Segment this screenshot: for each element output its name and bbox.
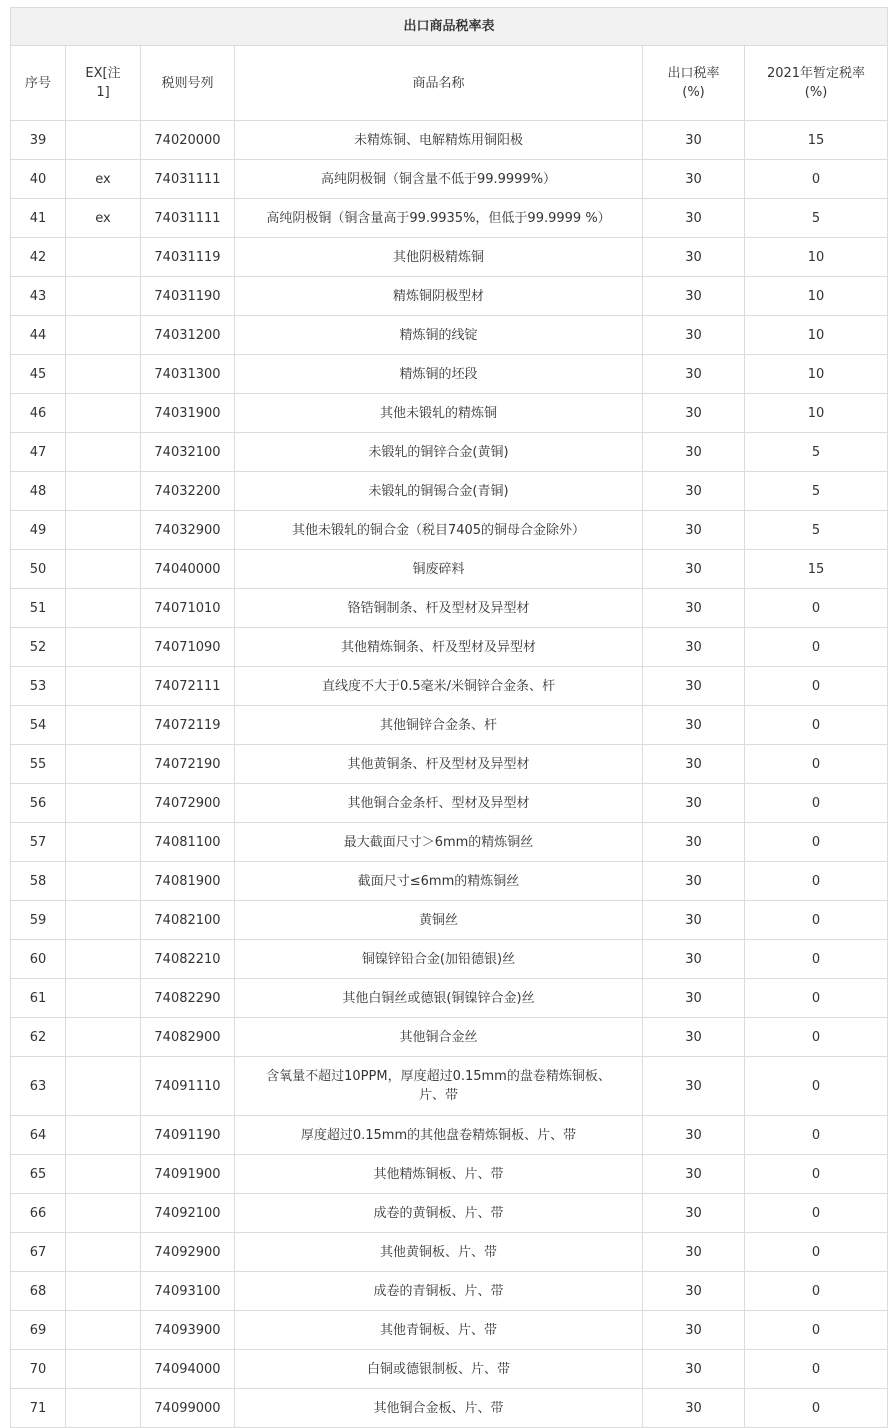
seq-cell: 44 [11,316,66,355]
header-provisional-rate: 2021年暂定税率(%) [745,46,888,121]
export-rate-cell: 30 [643,979,745,1018]
ex-cell [66,1233,141,1272]
tariff-table-container [10,7,887,1428]
seq-cell: 66 [11,1194,66,1233]
seq-cell: 41 [11,199,66,238]
table-row [11,238,888,277]
tariff-table [10,7,888,1428]
export-rate-cell: 30 [643,1233,745,1272]
seq-cell: 54 [11,706,66,745]
provisional-rate-cell: 15 [745,121,888,160]
provisional-rate-cell: 0 [745,628,888,667]
tariff-code-cell: 74091900 [141,1155,235,1194]
ex-cell [66,901,141,940]
ex-cell [66,1155,141,1194]
tariff-code-cell: 74082100 [141,901,235,940]
export-rate-cell: 30 [643,1116,745,1155]
provisional-rate-cell: 0 [745,784,888,823]
ex-cell [66,706,141,745]
seq-cell: 56 [11,784,66,823]
ex-cell [66,433,141,472]
seq-cell: 53 [11,667,66,706]
table-row [11,394,888,433]
ex-cell [66,1018,141,1057]
product-name-cell: 其他铜锌合金条、杆 [235,706,643,745]
ex-cell [66,589,141,628]
product-name-cell: 精炼铜阴极型材 [235,277,643,316]
ex-cell [66,355,141,394]
product-name-cell: 其他精炼铜板、片、带 [235,1155,643,1194]
table-row [11,823,888,862]
product-name-cell: 精炼铜的坯段 [235,355,643,394]
provisional-rate-cell: 5 [745,199,888,238]
product-name-cell: 成卷的青铜板、片、带 [235,1272,643,1311]
table-row [11,1194,888,1233]
ex-cell [66,940,141,979]
ex-cell [66,628,141,667]
export-rate-cell: 30 [643,316,745,355]
table-row [11,1233,888,1272]
export-rate-cell: 30 [643,1194,745,1233]
export-rate-cell: 30 [643,238,745,277]
ex-cell [66,238,141,277]
ex-cell [66,1350,141,1389]
product-name-cell: 铜镍锌铅合金(加铅德银)丝 [235,940,643,979]
table-row [11,355,888,394]
product-name-cell: 其他白铜丝或德银(铜镍锌合金)丝 [235,979,643,1018]
provisional-rate-cell: 0 [745,1018,888,1057]
tariff-code-cell: 74031300 [141,355,235,394]
product-name-cell: 白铜或德银制板、片、带 [235,1350,643,1389]
provisional-rate-cell: 10 [745,394,888,433]
seq-cell: 49 [11,511,66,550]
header-product-name: 商品名称 [235,46,643,121]
provisional-rate-cell: 5 [745,472,888,511]
export-rate-cell: 30 [643,511,745,550]
seq-cell: 61 [11,979,66,1018]
tariff-code-cell: 74032100 [141,433,235,472]
table-row [11,1350,888,1389]
product-name-cell: 其他阴极精炼铜 [235,238,643,277]
seq-cell: 46 [11,394,66,433]
tariff-code-cell: 74032900 [141,511,235,550]
table-row [11,667,888,706]
product-name-cell: 直线度不大于0.5毫米/米铜锌合金条、杆 [235,667,643,706]
product-name-cell: 黄铜丝 [235,901,643,940]
ex-cell [66,1194,141,1233]
table-row [11,1155,888,1194]
export-rate-cell: 30 [643,472,745,511]
table-row [11,784,888,823]
tariff-code-cell: 74071010 [141,589,235,628]
table-row [11,511,888,550]
export-rate-cell: 30 [643,667,745,706]
provisional-rate-cell: 0 [745,1272,888,1311]
tariff-code-cell: 74032200 [141,472,235,511]
product-name-cell: 其他青铜板、片、带 [235,1311,643,1350]
provisional-rate-cell: 15 [745,550,888,589]
ex-cell [66,1389,141,1428]
provisional-rate-cell: 0 [745,1389,888,1428]
product-name-cell: 精炼铜的线锭 [235,316,643,355]
ex-cell [66,121,141,160]
export-rate-cell: 30 [643,121,745,160]
tariff-code-cell: 74092900 [141,1233,235,1272]
export-rate-cell: 30 [643,550,745,589]
seq-cell: 68 [11,1272,66,1311]
tariff-code-cell: 74031111 [141,199,235,238]
table-title-row [11,8,888,46]
table-row [11,901,888,940]
ex-cell: ex [66,160,141,199]
product-name-cell: 最大截面尺寸＞6mm的精炼铜丝 [235,823,643,862]
provisional-rate-cell: 0 [745,1194,888,1233]
tariff-code-cell: 74071090 [141,628,235,667]
product-name-cell: 含氧量不超过10PPM，厚度超过0.15mm的盘卷精炼铜板、片、带 [235,1057,643,1116]
export-rate-cell: 30 [643,784,745,823]
seq-cell: 51 [11,589,66,628]
table-row [11,199,888,238]
product-name-cell: 厚度超过0.15mm的其他盘卷精炼铜板、片、带 [235,1116,643,1155]
product-name-cell: 其他精炼铜条、杆及型材及异型材 [235,628,643,667]
table-row [11,1272,888,1311]
table-row [11,940,888,979]
seq-cell: 47 [11,433,66,472]
product-name-cell: 未精炼铜、电解精炼用铜阳极 [235,121,643,160]
product-name-cell: 未锻轧的铜锌合金(黄铜) [235,433,643,472]
seq-cell: 70 [11,1350,66,1389]
table-header-row [11,46,888,121]
product-name-cell: 铜废碎料 [235,550,643,589]
table-row [11,862,888,901]
table-row [11,277,888,316]
product-name-cell: 其他黄铜条、杆及型材及异型材 [235,745,643,784]
table-row [11,1116,888,1155]
tariff-code-cell: 74072111 [141,667,235,706]
tariff-code-cell: 74031190 [141,277,235,316]
tariff-code-cell: 74031900 [141,394,235,433]
tariff-code-cell: 74094000 [141,1350,235,1389]
ex-cell [66,1311,141,1350]
provisional-rate-cell: 0 [745,1233,888,1272]
provisional-rate-cell: 5 [745,433,888,472]
provisional-rate-cell: 0 [745,901,888,940]
export-rate-cell: 30 [643,1018,745,1057]
header-export-rate: 出口税率(%) [643,46,745,121]
tariff-code-cell: 74082900 [141,1018,235,1057]
seq-cell: 39 [11,121,66,160]
ex-cell [66,550,141,589]
export-rate-cell: 30 [643,1057,745,1116]
seq-cell: 45 [11,355,66,394]
seq-cell: 64 [11,1116,66,1155]
export-rate-cell: 30 [643,355,745,394]
provisional-rate-cell: 10 [745,316,888,355]
export-rate-cell: 30 [643,862,745,901]
product-name-cell: 其他黄铜板、片、带 [235,1233,643,1272]
product-name-cell: 其他铜合金丝 [235,1018,643,1057]
export-rate-cell: 30 [643,394,745,433]
seq-cell: 52 [11,628,66,667]
seq-cell: 59 [11,901,66,940]
provisional-rate-cell: 0 [745,823,888,862]
provisional-rate-cell: 10 [745,238,888,277]
provisional-rate-cell: 0 [745,940,888,979]
tariff-code-cell: 74072119 [141,706,235,745]
provisional-rate-cell: 0 [745,160,888,199]
provisional-rate-cell: 0 [745,745,888,784]
export-rate-cell: 30 [643,628,745,667]
table-row [11,433,888,472]
ex-cell [66,316,141,355]
provisional-rate-cell: 0 [745,862,888,901]
table-row [11,550,888,589]
export-rate-cell: 30 [643,199,745,238]
tariff-code-cell: 74031200 [141,316,235,355]
tariff-code-cell: 74092100 [141,1194,235,1233]
table-row [11,1057,888,1116]
ex-cell [66,1272,141,1311]
tariff-code-cell: 74031119 [141,238,235,277]
seq-cell: 62 [11,1018,66,1057]
tariff-code-cell: 74099000 [141,1389,235,1428]
table-row [11,628,888,667]
seq-cell: 48 [11,472,66,511]
product-name-cell: 其他未锻轧的精炼铜 [235,394,643,433]
table-row [11,160,888,199]
seq-cell: 57 [11,823,66,862]
tariff-code-cell: 74091190 [141,1116,235,1155]
tariff-code-cell: 74082290 [141,979,235,1018]
ex-cell [66,823,141,862]
provisional-rate-cell: 0 [745,1155,888,1194]
table-row [11,472,888,511]
export-rate-cell: 30 [643,940,745,979]
export-rate-cell: 30 [643,589,745,628]
ex-cell [66,277,141,316]
product-name-cell: 高纯阴极铜（铜含量高于99.9935%，但低于99.9999 %） [235,199,643,238]
seq-cell: 69 [11,1311,66,1350]
table-row [11,589,888,628]
ex-cell: ex [66,199,141,238]
table-row [11,706,888,745]
product-name-cell: 截面尺寸≤6mm的精炼铜丝 [235,862,643,901]
ex-cell [66,1116,141,1155]
product-name-cell: 其他铜合金板、片、带 [235,1389,643,1428]
export-rate-cell: 30 [643,823,745,862]
provisional-rate-cell: 0 [745,589,888,628]
product-name-cell: 成卷的黄铜板、片、带 [235,1194,643,1233]
header-seq: 序号 [11,46,66,121]
ex-cell [66,472,141,511]
seq-cell: 40 [11,160,66,199]
ex-cell [66,511,141,550]
export-rate-cell: 30 [643,1311,745,1350]
export-rate-cell: 30 [643,1350,745,1389]
header-ex: EX[注1] [66,46,141,121]
provisional-rate-cell: 0 [745,706,888,745]
provisional-rate-cell: 0 [745,979,888,1018]
export-rate-cell: 30 [643,745,745,784]
table-row [11,979,888,1018]
export-rate-cell: 30 [643,277,745,316]
table-row [11,1311,888,1350]
export-rate-cell: 30 [643,706,745,745]
seq-cell: 55 [11,745,66,784]
table-row [11,1389,888,1428]
provisional-rate-cell: 0 [745,1057,888,1116]
ex-cell [66,394,141,433]
header-tariff-code: 税则号列 [141,46,235,121]
tariff-code-cell: 74031111 [141,160,235,199]
tariff-code-cell: 74093100 [141,1272,235,1311]
seq-cell: 42 [11,238,66,277]
tariff-code-cell: 74072190 [141,745,235,784]
ex-cell [66,667,141,706]
export-rate-cell: 30 [643,160,745,199]
provisional-rate-cell: 5 [745,511,888,550]
export-rate-cell: 30 [643,433,745,472]
seq-cell: 43 [11,277,66,316]
seq-cell: 71 [11,1389,66,1428]
ex-cell [66,1057,141,1116]
seq-cell: 65 [11,1155,66,1194]
ex-cell [66,745,141,784]
seq-cell: 58 [11,862,66,901]
table-row [11,316,888,355]
product-name-cell: 高纯阴极铜（铜含量不低于99.9999%） [235,160,643,199]
tariff-code-cell: 74072900 [141,784,235,823]
tariff-code-cell: 74082210 [141,940,235,979]
export-rate-cell: 30 [643,1389,745,1428]
ex-cell [66,862,141,901]
provisional-rate-cell: 10 [745,277,888,316]
ex-cell [66,784,141,823]
tariff-code-cell: 74081900 [141,862,235,901]
provisional-rate-cell: 0 [745,1116,888,1155]
table-title: 出口商品税率表 [11,8,888,46]
product-name-cell: 其他未锻轧的铜合金（税目7405的铜母合金除外） [235,511,643,550]
provisional-rate-cell: 0 [745,1311,888,1350]
tariff-code-cell: 74020000 [141,121,235,160]
export-rate-cell: 30 [643,1272,745,1311]
tariff-code-cell: 74091110 [141,1057,235,1116]
seq-cell: 50 [11,550,66,589]
provisional-rate-cell: 10 [745,355,888,394]
table-row [11,121,888,160]
seq-cell: 60 [11,940,66,979]
tariff-code-cell: 74093900 [141,1311,235,1350]
export-rate-cell: 30 [643,901,745,940]
seq-cell: 63 [11,1057,66,1116]
ex-cell [66,979,141,1018]
seq-cell: 67 [11,1233,66,1272]
table-row [11,745,888,784]
tariff-code-cell: 74040000 [141,550,235,589]
product-name-cell: 未锻轧的铜锡合金(青铜) [235,472,643,511]
product-name-cell: 铬锆铜制条、杆及型材及异型材 [235,589,643,628]
export-rate-cell: 30 [643,1155,745,1194]
product-name-cell: 其他铜合金条杆、型材及异型材 [235,784,643,823]
provisional-rate-cell: 0 [745,667,888,706]
tariff-code-cell: 74081100 [141,823,235,862]
table-row [11,1018,888,1057]
provisional-rate-cell: 0 [745,1350,888,1389]
